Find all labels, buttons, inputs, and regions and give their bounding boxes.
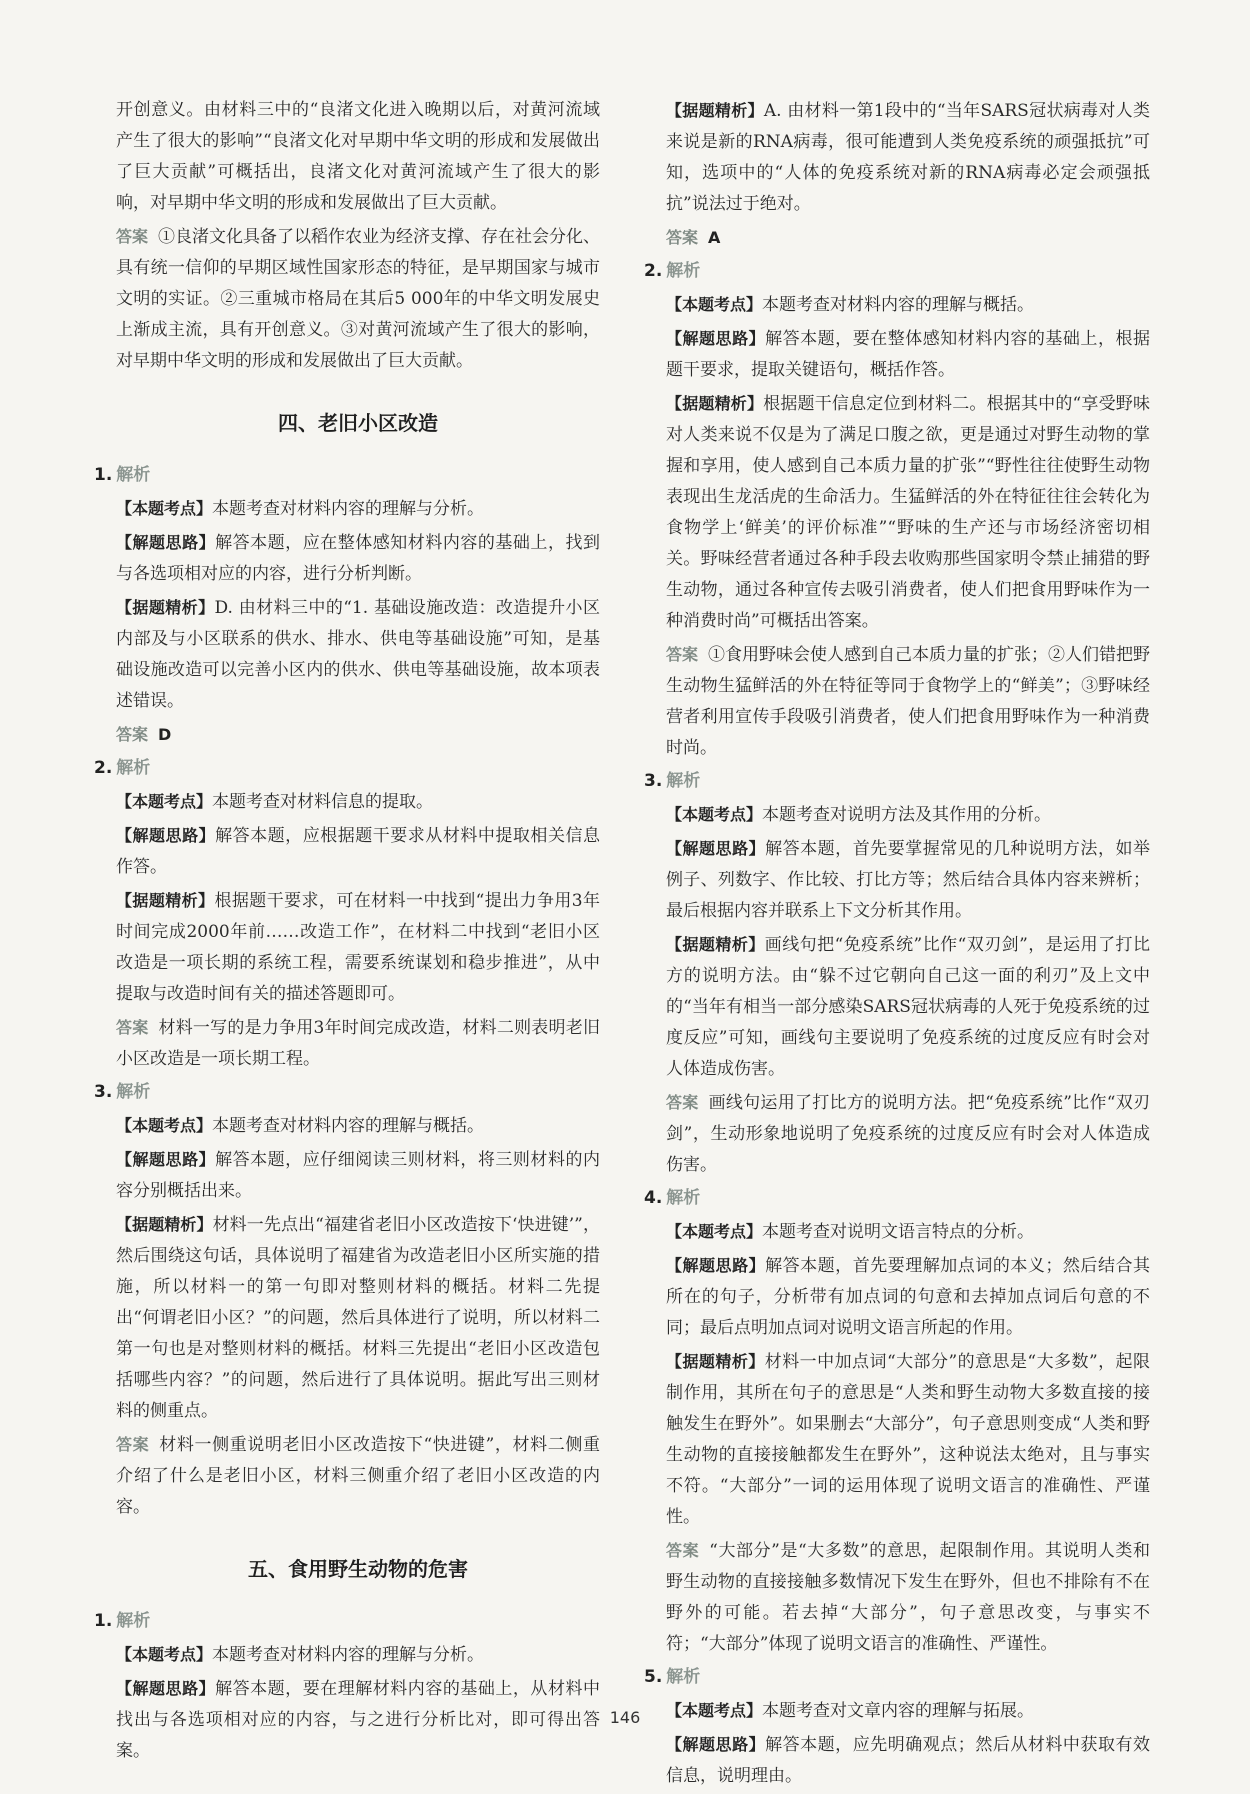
paragraph-text: 解答本题，应仔细阅读三则材料，将三则材料的内容分别概括出来。	[116, 1150, 600, 1201]
paragraph-text: 解答本题，要在理解材料内容的基础上，从材料中找出与各选项相对应的内容，与之进行分析比对，即可得出答案。	[116, 1679, 600, 1761]
paragraph-text: 开创意义。由材料三中的“良渚文化进入晚期以后，对黄河流域产生了很大的影响”“良渚文化对早期中华文明的形成和发展做出了巨大贡献”可概括出，良渚文化对黄河流域产生了很大的影响，对早期中华文明的形成和发展做出了巨大贡献。	[116, 100, 600, 213]
question-label: 解析	[116, 758, 151, 778]
paragraph	[116, 1110, 600, 1142]
paragraph-text: 解答本题，应先明确观点；然后从材料中获取有效信息，说明理由。	[666, 1735, 1150, 1786]
paragraph	[116, 820, 600, 883]
answer-label: 答案	[116, 227, 149, 246]
paragraph	[666, 1729, 1150, 1792]
question-number: 3.	[94, 1082, 113, 1102]
paragraph	[116, 786, 600, 818]
paragraph-text: 本题考查对材料信息的提取。	[212, 792, 434, 812]
answer-label: 答案	[116, 725, 149, 744]
tag-label: 【据题精析】	[116, 598, 215, 617]
paragraph-text: 根据题干信息定位到材料二。根据其中的“享受野味对人类来说不仅是为了满足口腹之欲，更是通过对野生动物的掌握和享用，使人感到自己本质力量的扩张”“野性往往使野生动物表现出生龙活虎的生命活力。生猛鲜活的外在特征往往会转化为食物学上‘鲜美’的评价标准”“野味的生产还与市场经济密切相关。野味经营者通过各种手段去收购那些国家明令禁止捕猎的野生动物，通过各种宣传去吸引消费者，使人们把食用野味作为一种消费时尚”可概括出答案。	[666, 394, 1150, 631]
tag-label: 【据题精析】	[116, 891, 215, 910]
paragraph	[116, 95, 600, 219]
answer-label: 答案	[666, 1541, 700, 1560]
tag-label: 【据题精析】	[666, 1352, 765, 1371]
page-number: 146	[609, 1708, 641, 1727]
tag-label: 【解题思路】	[116, 533, 216, 552]
left-column	[94, 95, 601, 1769]
paragraph	[666, 1250, 1150, 1344]
answer-label: 答案	[116, 1435, 150, 1454]
paragraph	[666, 1216, 1150, 1248]
paragraph	[116, 493, 600, 525]
answer-paragraph	[666, 222, 1150, 254]
tag-label: 【本题考点】	[116, 1645, 213, 1664]
answer-text: A	[708, 228, 721, 247]
answer-text: ①食用野味会使人感到自己本质力量的扩张；②人们错把野生动物生猛鲜活的外在特征等同于食物学上的“鲜美”；③野味经营者利用宣传手段吸引消费者，使人们把食用野味作为一种消费时尚。	[666, 645, 1151, 758]
answer-paragraph	[666, 1087, 1150, 1181]
paragraph-text: 解答本题，要在整体感知材料内容的基础上，根据题干要求，提取关键语句，概括作答。	[666, 329, 1150, 380]
section-title-5: 五、食用野生动物的危害	[248, 1557, 468, 1581]
question-heading	[94, 460, 600, 491]
paragraph-text: 解答本题，首先要掌握常见的几种说明方法，如举例子、列数字、作比较、打比方等；然后结合具体内容来辨析；最后根据内容并联系上下文分析其作用。	[666, 839, 1150, 921]
answer-text: 材料一侧重说明老旧小区改造按下“快进键”，材料二侧重介绍了什么是老旧小区，材料三侧重介绍了老旧小区改造的内容。	[116, 1435, 600, 1517]
tag-label: 【解题思路】	[116, 1679, 216, 1698]
tag-label: 【解题思路】	[116, 1150, 216, 1169]
paragraph-text: A. 由材料一第1段中的“当年SARS冠状病毒对人类来说是新的RNA病毒，很可能遭到人类免疫系统的顽强抵抗”可知，选项中的“人体的免疫系统对新的RNA病毒必定会顽强抵抗”说法过于绝对。	[666, 101, 1150, 214]
answer-label: 答案	[666, 1093, 699, 1112]
paragraph	[666, 388, 1150, 637]
tag-label: 【本题考点】	[116, 792, 213, 811]
question-number: 4.	[644, 1188, 663, 1208]
paragraph	[666, 95, 1150, 220]
tag-label: 【本题考点】	[666, 295, 763, 314]
answer-paragraph	[116, 1429, 600, 1523]
paragraph-text: 画线句把“免疫系统”比作“双刃剑”，是运用了打比方的说明方法。由“躲不过它朝向自己这一面的利刃”及上文中的“当年有相当一部分感染SARS冠状病毒的人死于免疫系统的过度反应”可知，画线句主要说明了免疫系统的过度反应有时会对人体造成伤害。	[666, 935, 1150, 1079]
right-column	[644, 95, 1151, 1794]
answer-text: “大部分”是“大多数”的意思，起限制作用。其说明人类和野生动物的直接接触多数情况下发生在野外，但也不排除有不在野外的可能。若去掉“大部分”，句子意思改变，与事实不符；“大部分”体现了说明文语言的准确性、严谨性。	[666, 1541, 1150, 1654]
question-label: 解析	[116, 1082, 151, 1102]
paragraph-text: 解答本题，首先要理解加点词的本义；然后结合其所在的句子，分析带有加点词的句意和去掉加点词后句意的不同；最后点明加点词对说明文语言所起的作用。	[666, 1256, 1150, 1338]
answer-paragraph	[116, 221, 600, 377]
question-heading	[94, 1606, 600, 1637]
question-heading	[644, 1183, 1150, 1214]
question-label: 解析	[116, 1611, 151, 1631]
answer-text: D	[158, 725, 172, 744]
question-number: 5.	[644, 1667, 663, 1687]
question-heading	[644, 256, 1150, 287]
answer-text: 画线句运用了打比方的说明方法。把“免疫系统”比作“双刃剑”，生动形象地说明了免疫系统的过度反应有时会对人体造成伤害。	[666, 1093, 1150, 1175]
tag-label: 【解题思路】	[666, 839, 766, 858]
paragraph-text: 本题考查对材料内容的理解与分析。	[212, 1645, 485, 1665]
paragraph	[116, 592, 600, 717]
tag-label: 【本题考点】	[666, 1222, 763, 1241]
tag-label: 【本题考点】	[666, 1701, 763, 1720]
answer-paragraph	[116, 1012, 600, 1075]
paragraph-text: 本题考查对材料内容的理解与概括。	[762, 295, 1035, 315]
tag-label: 【解题思路】	[666, 1256, 766, 1275]
question-heading	[644, 1662, 1150, 1693]
tag-label: 【本题考点】	[666, 805, 763, 824]
answer-label: 答案	[666, 228, 699, 247]
paragraph-text: 本题考查对材料内容的理解与分析。	[212, 499, 485, 519]
answer-text: 材料一写的是力争用3年时间完成改造，材料二则表明老旧小区改造是一项长期工程。	[116, 1018, 600, 1069]
paragraph	[666, 929, 1150, 1085]
paragraph-text: 根据题干要求，可在材料一中找到“提出力争用3年时间完成2000年前……改造工作”，在材料二中找到“老旧小区改造是一项长期的系统工程，需要系统谋划和稳步推进”，从中提取与改造时间有关的描述答题即可。	[116, 891, 600, 1004]
paragraph	[666, 289, 1150, 321]
question-heading	[94, 1077, 600, 1108]
question-number: 3.	[644, 771, 663, 791]
paragraph-text: 解答本题，应在整体感知材料内容的基础上，找到与各选项相对应的内容，进行分析判断。	[116, 533, 600, 584]
answer-paragraph	[666, 639, 1150, 764]
paragraph	[666, 833, 1150, 927]
paragraph	[116, 1639, 600, 1671]
question-label: 解析	[666, 771, 701, 791]
question-heading	[94, 753, 600, 784]
question-number: 2.	[94, 758, 113, 778]
question-label: 解析	[666, 261, 701, 281]
question-label: 解析	[666, 1188, 701, 1208]
tag-label: 【本题考点】	[116, 1116, 213, 1135]
paragraph-text: 本题考查对说明方法及其作用的分析。	[762, 805, 1052, 825]
section-title-4: 四、老旧小区改造	[278, 411, 438, 435]
paragraph-text: 本题考查对文章内容的理解与拓展。	[762, 1701, 1035, 1721]
paragraph	[116, 1144, 600, 1207]
paragraph-text: 材料一中加点词“大部分”的意思是“大多数”，起限制作用，其所在句子的意思是“人类和野生动物大多数直接的接触发生在野外”。如果删去“大部分”，句子意思则变成“人类和野生动物的直接接触都发生在野外”，这种说法太绝对，且与事实不符。“大部分”一词的运用体现了说明文语言的准确性、严谨性。	[666, 1352, 1150, 1527]
answer-paragraph	[116, 719, 600, 751]
paragraph-text: 解答本题，应根据题干要求从材料中提取相关信息作答。	[116, 826, 600, 877]
question-number: 1.	[94, 465, 113, 485]
question-number: 1.	[94, 1611, 113, 1631]
answer-label: 答案	[666, 645, 699, 664]
answer-text: ①良渚文化具备了以稻作农业为经济支撑、存在社会分化、具有统一信仰的早期区域性国家形态的特征，是早期国家与城市文明的实证。②三重城市格局在其后5 000年的中华文明发展史上渐成主流，具有开创意义。③对黄河流域产生了很大的影响，对早期中华文明的形成和发展做出了巨大贡献。	[116, 227, 601, 371]
tag-label: 【据题精析】	[116, 1215, 213, 1234]
tag-label: 【据题精析】	[666, 394, 764, 413]
tag-label: 【解题思路】	[666, 1735, 766, 1754]
paragraph-text: D. 由材料三中的“1. 基础设施改造：改造提升小区内部及与小区联系的供水、排水、供电等基础设施”可知，是基础设施改造可以完善小区内的供水、供电等基础设施，故本项表述错误。	[116, 598, 600, 711]
answer-paragraph	[666, 1535, 1150, 1660]
tag-label: 【解题思路】	[116, 826, 216, 845]
question-heading	[644, 766, 1150, 797]
paragraph	[666, 1346, 1150, 1533]
question-label: 解析	[666, 1667, 701, 1687]
tag-label: 【解题思路】	[666, 329, 766, 348]
question-label: 解析	[116, 465, 151, 485]
paragraph-text: 材料一先点出“福建省老旧小区改造按下‘快进键’”，然后围绕这句话，具体说明了福建省为改造老旧小区所实施的措施，所以材料一的第一句即对整则材料的概括。材料二先提出“何谓老旧小区？”的问题，然后具体进行了说明，所以材料二第一句也是对整则材料的概括。材料三先提出“老旧小区改造包括哪些内容？”的问题，然后进行了具体说明。据此写出三则材料的侧重点。	[116, 1215, 600, 1421]
tag-label: 【本题考点】	[116, 499, 213, 518]
paragraph	[666, 323, 1150, 386]
tag-label: 【据题精析】	[666, 935, 765, 954]
tag-label: 【据题精析】	[666, 101, 764, 120]
paragraph-text: 本题考查对说明文语言特点的分析。	[762, 1222, 1035, 1242]
paragraph	[116, 527, 600, 590]
question-number: 2.	[644, 261, 663, 281]
paragraph-text: 本题考查对材料内容的理解与概括。	[212, 1116, 485, 1136]
paragraph	[116, 1209, 600, 1427]
paragraph	[666, 799, 1150, 831]
answer-label: 答案	[116, 1018, 149, 1037]
paragraph	[116, 885, 600, 1010]
